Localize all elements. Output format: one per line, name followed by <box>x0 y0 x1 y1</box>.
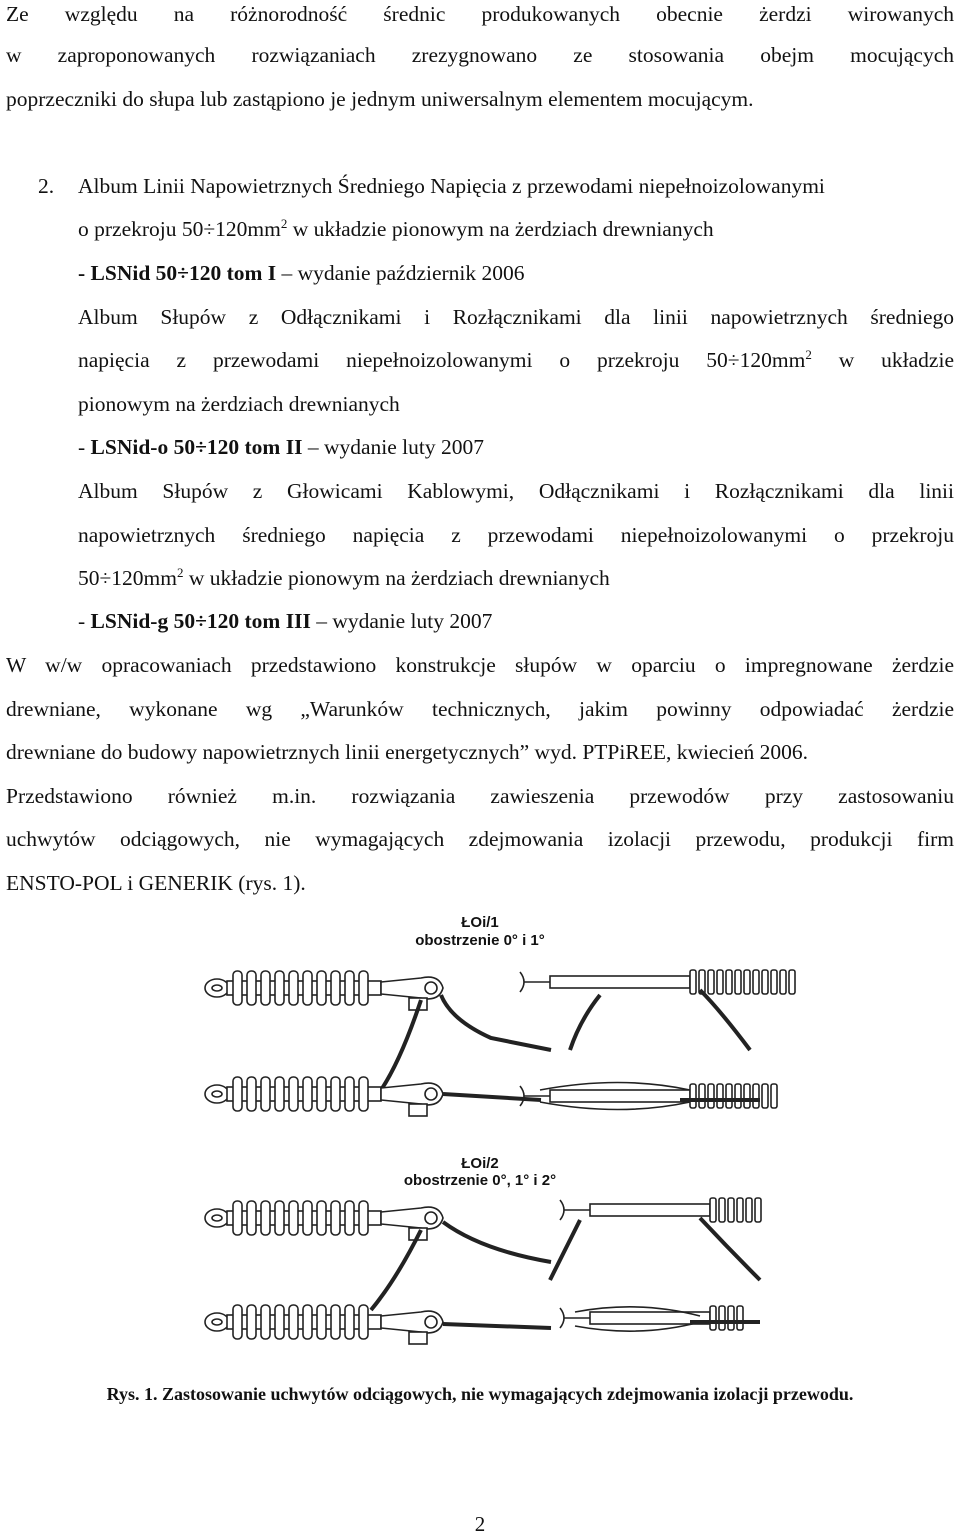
intro-line-1: Ze względu na różnorodność średnic produkowanych obecnie żerdzi wirowanych <box>6 2 954 26</box>
volume-1: - LSNid 50÷120 tom I – wydanie październik 2006 <box>78 261 525 285</box>
fitting-1-hook <box>520 972 524 992</box>
item-number: 2. <box>38 174 55 198</box>
figure-label-2-sub: obostrzenie 0°, 1° i 2° <box>403 1172 557 1189</box>
page-number: 2 <box>474 1512 486 1536</box>
cable-3b <box>443 1222 551 1262</box>
volume-2-desc-2: napięcia z przewodami niepełnoizolowanymi o przekroju $50\div 120mm^2$ w układzie <box>78 346 954 372</box>
volume-1-code: - LSNid 50÷120 tom I <box>78 261 277 285</box>
fitting-3-hook <box>560 1200 564 1220</box>
volume-2: - LSNid-o 50÷120 tom II – wydanie luty 2007 <box>78 435 484 459</box>
figure-caption: Rys. 1. Zastosowanie uchwytów odciągowych, nie wymagających zdejmowania izolacji przewodu. <box>106 1384 854 1404</box>
volume-2-code: LSNid-o 50÷120 tom II <box>90 435 303 459</box>
volume-3-code: LSNid-g 50÷120 tom III <box>90 609 311 633</box>
cable-3c <box>550 1220 580 1280</box>
item2-line-1: Album Linii Napowietrznych Średniego Napięcia z przewodami niepełnoizolowanymi <box>78 174 825 198</box>
main-line-6: ENSTO-POL i GENERIK (rys. 1). <box>6 871 306 895</box>
fitting-2-hook <box>520 1086 524 1106</box>
main-line-4: Przedstawiono również m.in. rozwiązania zawieszenia przewodów przy zastosowaniu <box>6 784 954 808</box>
cable-1b <box>441 995 551 1050</box>
cable-1a <box>381 1000 421 1090</box>
cable-2a <box>443 1094 541 1100</box>
main-line-2: drewniane, wykonane wg „Warunków technicznych, jakim powinny odpowiadać żerdzie <box>6 697 954 721</box>
fitting-1 <box>550 976 690 988</box>
cable-4a <box>443 1324 551 1328</box>
fitting-4-hook <box>560 1308 564 1328</box>
volume-2-desc-3: pionowym na żerdziach drewnianych <box>78 392 400 416</box>
volume-3-desc-3: $50\div 120mm^2$ w układzie pionowym na żerdziach drewnianych <box>78 564 610 590</box>
intro-line-3: poprzeczniki do słupa lub zastąpiono je jednym uniwersalnym elementem mocującym. <box>6 87 754 111</box>
figure-label-1-title: ŁOi/1 <box>461 914 499 931</box>
figure-label-1-sub: obostrzenie 0° i 1° <box>415 932 545 949</box>
volume-3-desc-2: napowietrznych średniego napięcia z przewodami niepełnoizolowanymi o przekroju <box>78 523 954 547</box>
fitting-2 <box>550 1090 690 1102</box>
figure-label-2-title: ŁOi/2 <box>461 1155 499 1172</box>
volume-3: - LSNid-g 50÷120 tom III – wydanie luty 2007 <box>78 609 493 633</box>
cable-1c <box>700 990 750 1050</box>
cable-3a <box>371 1230 421 1310</box>
main-line-5: uchwytów odciągowych, nie wymagających zdejmowania izolacji przewodu, produkcji firm <box>6 827 954 851</box>
fitting-3 <box>590 1204 710 1216</box>
cable-3d <box>700 1218 760 1280</box>
volume-2-desc-1: Album Słupów z Odłącznikami i Rozłącznikami dla linii napowietrznych średniego <box>78 305 954 329</box>
main-line-3: drewniane do budowy napowietrznych linii energetycznych” wyd. PTPiREE, kwiecień 2006. <box>6 740 809 764</box>
main-line-1: W w/w opracowaniach przedstawiono konstrukcje słupów w oparciu o impregnowane żerdzie <box>6 653 954 677</box>
intro-line-2: w zaproponowanych rozwiązaniach zrezygnowano ze stosowania obejm mocujących <box>6 43 954 67</box>
cable-1d <box>570 995 600 1050</box>
volume-3-desc-1: Album Słupów z Głowicami Kablowymi, Odłącznikami i Rozłącznikami dla linii <box>78 479 954 503</box>
item2-line-2: o przekroju $50\div 120mm^2$ w układzie pionowym na żerdziach drewnianych <box>78 215 714 241</box>
